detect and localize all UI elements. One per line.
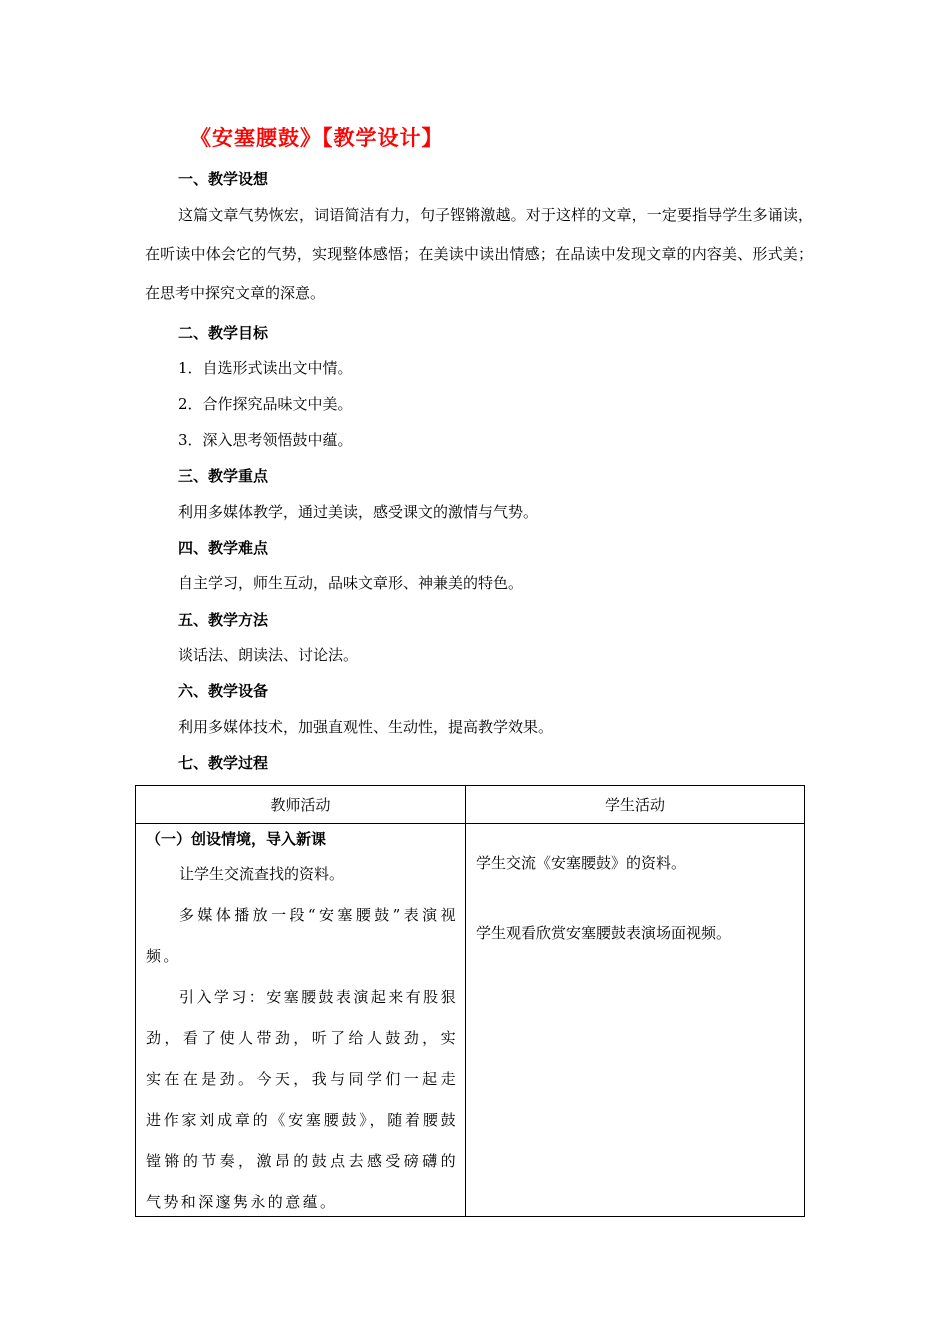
- table-header-row: [136, 786, 805, 824]
- heading-teaching-equipment: 六、教学设备: [178, 682, 269, 700]
- goal-item-3: 3．深入思考领悟鼓中蕴。: [178, 431, 353, 449]
- teacher-section-heading: （一）创设情境，导入新课: [146, 830, 327, 848]
- student-paragraph-2: 学生观看欣赏安塞腰鼓表演场面视频。: [476, 924, 732, 942]
- document-title: 《安塞腰鼓》【教学设计】: [190, 126, 444, 150]
- teaching-process-table: [135, 785, 805, 1217]
- teacher-paragraph-2-text: 多媒体播放一段“安塞腰鼓”表演视频。: [146, 906, 458, 965]
- teacher-paragraph-3: [146, 977, 458, 1223]
- heading-teaching-focus: 三、教学重点: [178, 467, 269, 485]
- heading-teaching-goals: 二、教学目标: [178, 324, 269, 342]
- teaching-concept-text: 这篇文章气势恢宏，词语简洁有力，句子铿锵激越。对于这样的文章，一定要指导学生多诵读，在听读中体会它的气势，实现整体感悟；在美读中读出情感；在品读中发现文章的内容美、形式美；在思考中探究文章的深意。: [145, 206, 813, 302]
- heading-teaching-process: 七、教学过程: [178, 754, 269, 772]
- header-teacher-activity: 教师活动: [136, 786, 466, 824]
- teacher-paragraph-2: [146, 895, 458, 977]
- goal-item-1: 1．自选形式读出文中情。: [178, 359, 353, 377]
- teaching-method-text: 谈话法、朗读法、讨论法。: [178, 646, 359, 664]
- teaching-difficulty-text: 自主学习，师生互动，品味文章形、神兼美的特色。: [178, 574, 524, 592]
- heading-teaching-concept: 一、教学设想: [178, 170, 269, 188]
- teacher-paragraph-3-text: 引入学习：安塞腰鼓表演起来有股狠劲，看了使人带劲，听了给人鼓劲，实实在在是劲。今天，我与同学们一起走进作家刘成章的《安塞腰鼓》，随着腰鼓镗锵的节奏，激昂的鼓点去感受磅礴的气势和深邃隽永的意蕴。: [146, 988, 458, 1211]
- teacher-activity-cell: [136, 824, 466, 1217]
- heading-teaching-difficulty: 四、教学难点: [178, 539, 269, 557]
- heading-teaching-method: 五、教学方法: [178, 611, 269, 629]
- header-student-activity: 学生活动: [466, 786, 805, 824]
- teaching-equipment-text: 利用多媒体技术，加强直观性、生动性，提高教学效果。: [178, 718, 554, 736]
- goal-item-2: 2．合作探究品味文中美。: [178, 395, 353, 413]
- teacher-paragraph-1: 让学生交流查找的资料。: [179, 865, 345, 883]
- student-activity-cell: [466, 824, 805, 1217]
- student-paragraph-1: 学生交流《安塞腰鼓》的资料。: [476, 854, 687, 872]
- table-row: [136, 824, 805, 1217]
- teaching-focus-text: 利用多媒体教学，通过美读，感受课文的激情与气势。: [178, 503, 539, 521]
